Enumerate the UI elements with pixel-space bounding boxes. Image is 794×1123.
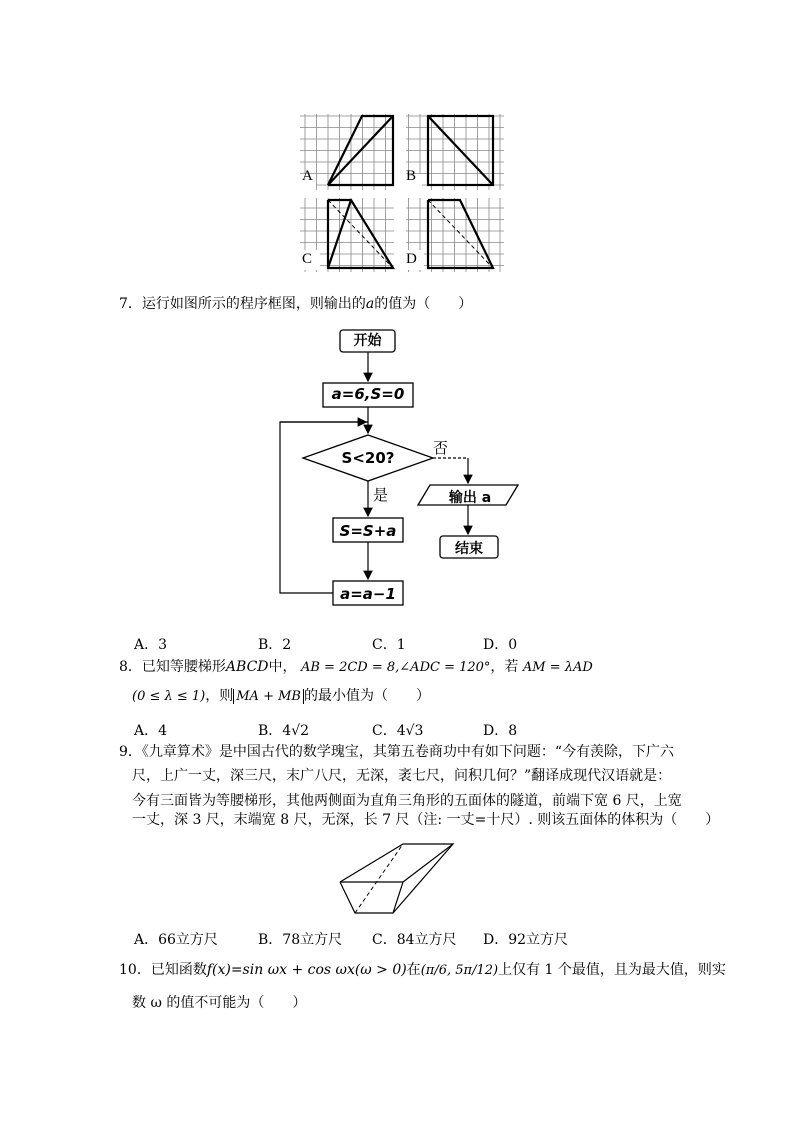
q7-option-c: C．1	[372, 637, 406, 653]
q10-line-1: 10．已知函数f(x)=sin ωx + cos ωx(ω > 0)在(π/6, 5π/12)上仅有 1 个最值，且为最大值，则实	[119, 962, 726, 978]
flow-no: 否	[433, 439, 449, 457]
flow-update-a: a=a−1	[340, 585, 396, 603]
q9-option-d: D．92立方尺	[483, 932, 569, 948]
q9-line-2: 尺，上广一丈，深三尺，末广八尺，无深，袤七尺，问积几何？”翻译成现代汉语就是：	[132, 768, 672, 784]
q9-option-c: C．84立方尺	[372, 932, 457, 948]
flow-yes: 是	[373, 486, 389, 504]
vector-am-ad: AM = λAD	[522, 660, 593, 675]
q9-line-4: 一丈，深 3 尺，末端宽 8 尺，无深，长 7 尺（注: 一丈=十尺）. 则该五面体的体积为（ ）	[132, 812, 720, 828]
flowchart	[270, 325, 530, 615]
vector-norm: MA + MB	[233, 689, 304, 704]
q7-option-d: D．0	[483, 637, 518, 653]
q7-option-a: A．3	[134, 637, 168, 653]
label-d: D	[406, 251, 417, 267]
grid-figure	[300, 110, 505, 275]
q8-line-2: (0 ≤ λ ≤ 1)，则 MA + MB 的最小值为（ ）	[132, 688, 430, 704]
flow-init: a=6,S=0	[331, 385, 405, 403]
q9-option-b: B．78立方尺	[258, 932, 343, 948]
q7-stem: 7．运行如图所示的程序框图，则输出的a的值为（ ）	[119, 296, 473, 312]
q7-option-b: B．2	[258, 637, 292, 653]
q8-option-c: C．4√3	[372, 723, 424, 739]
q8-line-1: 8．已知等腰梯形ABCD中， AB = 2CD = 8,∠ADC = 120°，若 AM = λAD	[119, 659, 593, 675]
q8-option-b: B．4√2	[258, 723, 310, 739]
shape-c-dashed	[328, 200, 393, 268]
q9-line-3: 今有三面皆为等腰梯形，其他两侧面为直角三角形的五面体的隧道，前端下宽 6 尺，上宽	[132, 793, 682, 809]
label-c: C	[302, 251, 313, 267]
q9-line-1: 9．《九章算术》是中国古代的数学瑰宝，其第五卷商功中有如下问题：“今有羡除，下广六	[119, 744, 675, 760]
interval: (π/6, 5π/12)	[420, 963, 499, 978]
flow-update-s: S=S+a	[339, 522, 397, 540]
label-a: A	[302, 168, 313, 184]
q9-option-a: A．66立方尺	[134, 932, 218, 948]
q8-option-d: D．8	[483, 723, 518, 739]
flow-cond: S<20?	[341, 449, 395, 467]
flow-start: 开始	[353, 333, 382, 349]
pentahedron-figure	[335, 838, 465, 918]
q10-line-2: 数 ω 的值不可能为（ ）	[132, 995, 307, 1011]
flow-output: 输出 a	[448, 490, 492, 506]
shape-d-dashed	[428, 200, 493, 268]
label-b: B	[406, 168, 417, 184]
q8-option-a: A．4	[134, 723, 168, 739]
flow-end: 结束	[455, 541, 483, 557]
